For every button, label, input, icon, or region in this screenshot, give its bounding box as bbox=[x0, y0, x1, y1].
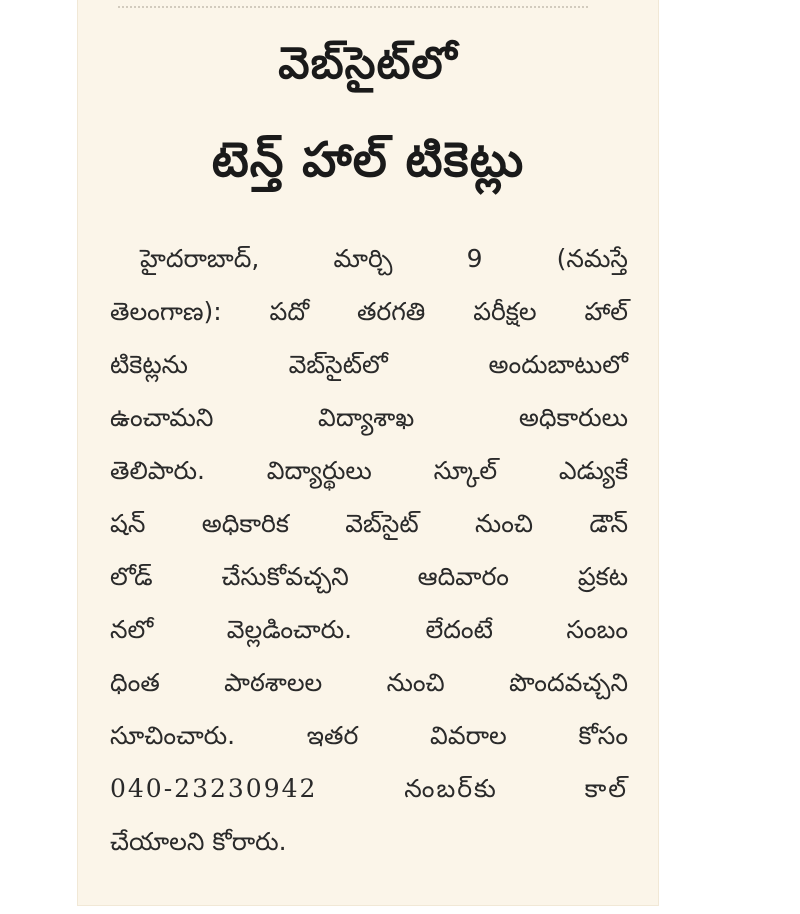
body-line: చేయాలని కోరారు. bbox=[110, 827, 287, 856]
newspaper-clipping bbox=[78, 0, 658, 905]
body-line: హైదరాబాద్, మార్చి 9 (నమస్తే bbox=[140, 244, 628, 273]
article-body bbox=[110, 232, 628, 868]
body-line: సూచించారు. ఇతర వివరాల కోసం bbox=[110, 721, 628, 750]
cut-edge-remnant bbox=[118, 0, 588, 8]
body-line: తెలంగాణ): పదో తరగతి పరీక్షల హాల్ bbox=[110, 297, 628, 326]
body-line: నలో వెల్లడించారు. లేదంటే సంబం bbox=[110, 615, 628, 644]
body-line: షన్ అధికారిక వెబ్‌సైట్ నుంచి డౌన్ bbox=[110, 509, 628, 538]
headline-line-1: వెబ్‌సైట్‌లో bbox=[278, 38, 458, 89]
body-line: ఉంచామని విద్యాశాఖ అధికారులు bbox=[110, 403, 628, 432]
body-line: తెలిపారు. విద్యార్థులు స్కూల్ ఎడ్యుకే bbox=[110, 456, 628, 485]
body-line: లోడ్ చేసుకోవచ్చని ఆదివారం ప్రకట bbox=[110, 562, 628, 591]
body-line: టికెట్లను వెబ్‌సైట్‌లో అందుబాటులో bbox=[110, 350, 628, 379]
headline-line-2: టెన్త్ హాల్ టికెట్లు bbox=[211, 132, 525, 188]
body-line-phone: 040-23230942 నంబర్‌కు కాల్ bbox=[110, 774, 628, 803]
body-line: ధింత పాఠశాలల నుంచి పొందవచ్చని bbox=[110, 668, 628, 697]
